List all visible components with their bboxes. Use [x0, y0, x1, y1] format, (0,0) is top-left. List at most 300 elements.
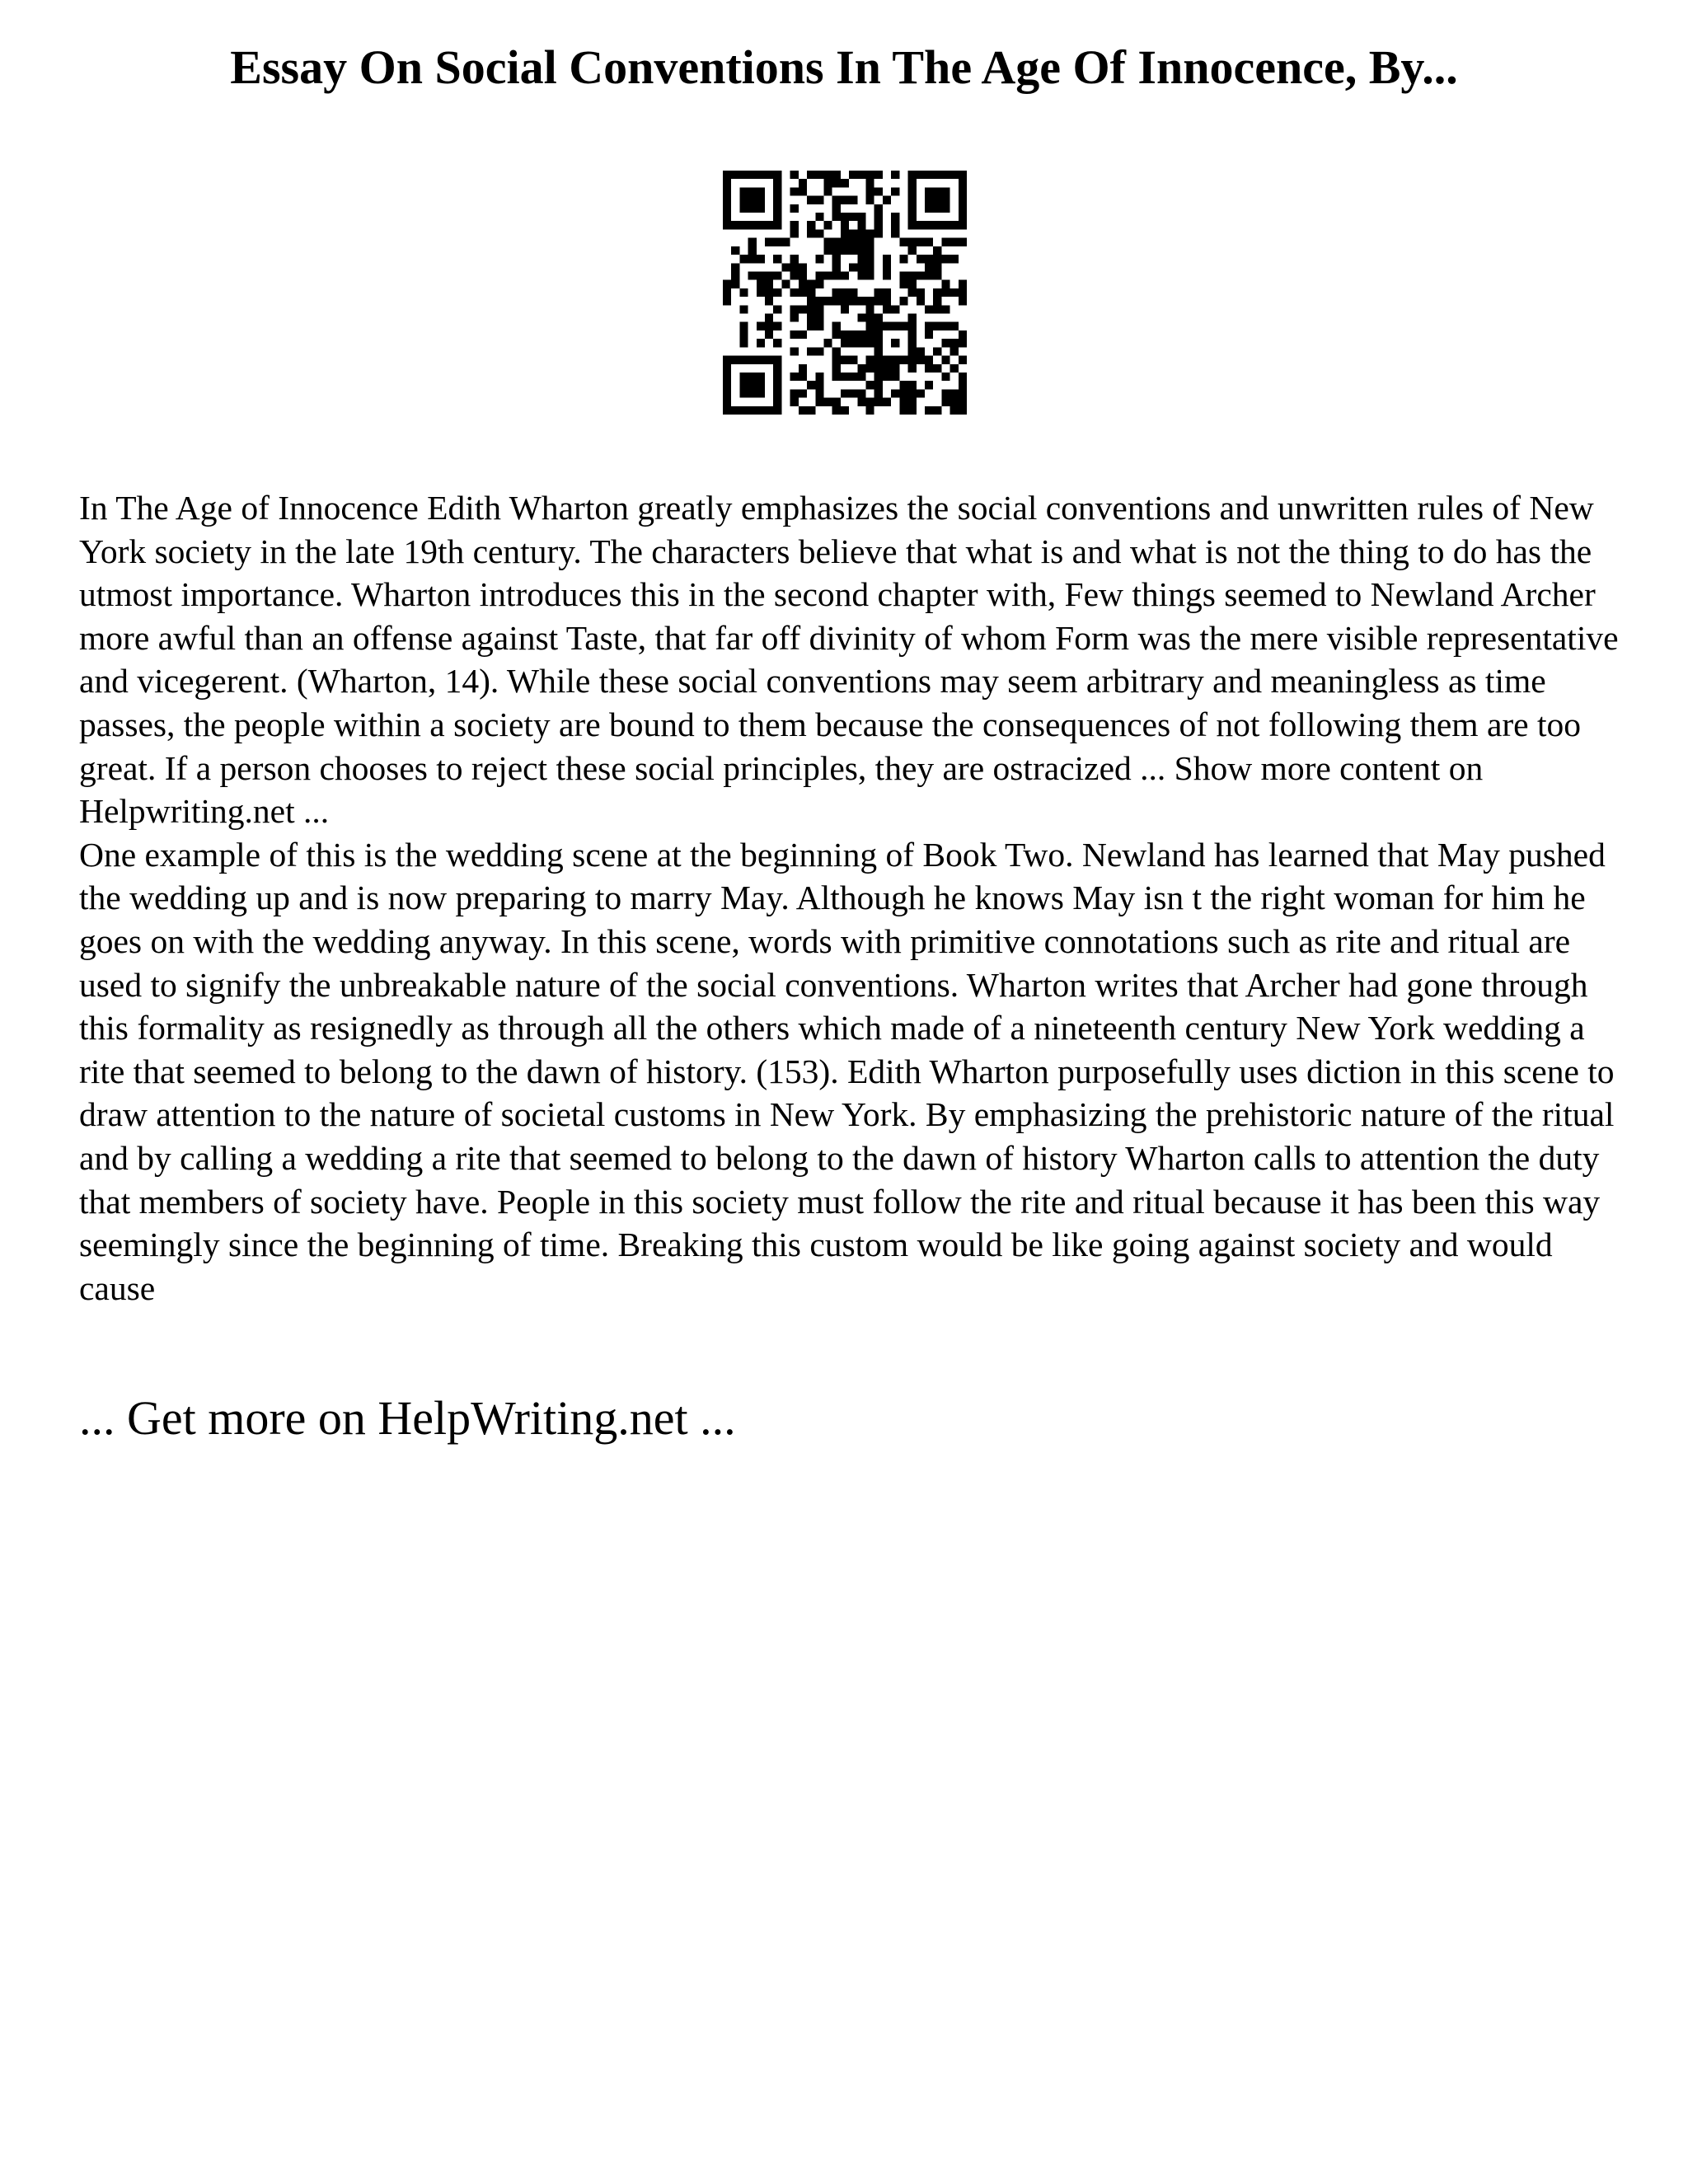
- qr-module: [773, 356, 781, 364]
- qr-module: [933, 297, 941, 305]
- qr-module: [941, 322, 950, 330]
- qr-module: [841, 179, 849, 187]
- qr-module: [773, 204, 781, 213]
- qr-module: [832, 322, 841, 330]
- qr-module: [959, 297, 967, 305]
- qr-module: [807, 288, 815, 297]
- qr-module: [731, 271, 739, 279]
- qr-module: [857, 398, 865, 406]
- qr-module: [908, 187, 917, 195]
- qr-module: [959, 280, 967, 288]
- qr-module: [891, 389, 899, 397]
- qr-module: [723, 356, 731, 364]
- qr-module: [899, 297, 907, 305]
- qr-module: [841, 196, 849, 204]
- qr-module: [757, 288, 765, 297]
- qr-module: [799, 373, 807, 381]
- qr-module: [832, 297, 841, 305]
- qr-module: [807, 406, 815, 415]
- qr-module: [773, 271, 781, 279]
- qr-module: [731, 356, 739, 364]
- qr-module: [950, 347, 959, 355]
- qr-module: [739, 187, 748, 195]
- qr-module: [849, 356, 857, 364]
- qr-module: [739, 406, 748, 415]
- qr-module: [959, 204, 967, 213]
- qr-module: [925, 187, 933, 195]
- qr-module: [908, 221, 917, 229]
- qr-module: [723, 398, 731, 406]
- qr-module: [757, 381, 765, 389]
- qr-module: [799, 263, 807, 271]
- qr-module: [807, 305, 815, 313]
- qr-module: [857, 271, 865, 279]
- qr-module: [941, 373, 950, 381]
- qr-module: [874, 221, 883, 229]
- qr-module: [739, 288, 748, 297]
- qr-module: [773, 373, 781, 381]
- qr-module: [950, 398, 959, 406]
- qr-module: [790, 373, 799, 381]
- qr-module: [841, 356, 849, 364]
- qr-module: [799, 280, 807, 288]
- qr-module: [757, 171, 765, 179]
- qr-module: [790, 187, 799, 195]
- qr-module: [874, 389, 883, 397]
- qr-module: [823, 238, 832, 246]
- qr-module: [757, 255, 765, 263]
- get-more-link[interactable]: ... Get more on HelpWriting.net ...: [79, 1391, 736, 1445]
- qr-module: [815, 271, 823, 279]
- qr-module: [857, 238, 865, 246]
- qr-module: [832, 398, 841, 406]
- qr-module: [866, 187, 874, 195]
- qr-module: [765, 330, 773, 339]
- qr-module: [823, 297, 832, 305]
- qr-module: [841, 373, 849, 381]
- qr-module: [773, 305, 781, 313]
- qr-module: [899, 356, 907, 364]
- qr-module: [731, 280, 739, 288]
- qr-module: [857, 221, 865, 229]
- qr-module: [723, 389, 731, 397]
- qr-module: [739, 305, 748, 313]
- qr-module: [874, 204, 883, 213]
- qr-module: [790, 389, 799, 397]
- qr-module: [849, 196, 857, 204]
- qr-module: [857, 246, 865, 255]
- qr-module: [773, 187, 781, 195]
- qr-module: [925, 196, 933, 204]
- qr-module: [765, 221, 773, 229]
- qr-module: [841, 305, 849, 313]
- qr-module: [925, 356, 933, 364]
- qr-module: [815, 305, 823, 313]
- qr-module: [874, 398, 883, 406]
- qr-module: [941, 398, 950, 406]
- qr-module: [781, 238, 790, 246]
- qr-module: [941, 339, 950, 347]
- qr-module: [807, 280, 815, 288]
- qr-module: [899, 280, 907, 288]
- qr-module: [765, 322, 773, 330]
- qr-module: [832, 356, 841, 364]
- qr-module: [950, 322, 959, 330]
- qr-module: [857, 339, 865, 347]
- qr-module: [950, 171, 959, 179]
- qr-module: [723, 196, 731, 204]
- qr-module: [925, 263, 933, 271]
- qr-module: [866, 381, 874, 389]
- qr-module: [891, 213, 899, 221]
- qr-module: [908, 213, 917, 221]
- qr-module: [883, 255, 891, 263]
- qr-module: [891, 364, 899, 373]
- qr-module: [748, 389, 757, 397]
- qr-module: [908, 179, 917, 187]
- qr-module: [823, 246, 832, 255]
- qr-module: [941, 171, 950, 179]
- qr-module: [908, 347, 917, 355]
- qr-module: [757, 196, 765, 204]
- qr-module: [823, 187, 832, 195]
- qr-module: [748, 196, 757, 204]
- qr-module: [874, 381, 883, 389]
- qr-module: [941, 288, 950, 297]
- qr-module: [874, 297, 883, 305]
- qr-module: [849, 330, 857, 339]
- qr-module: [790, 271, 799, 279]
- qr-module: [790, 263, 799, 271]
- qr-module: [731, 246, 739, 255]
- qr-module: [849, 288, 857, 297]
- qr-module: [891, 229, 899, 237]
- qr-module: [823, 221, 832, 229]
- qr-module: [857, 255, 865, 263]
- essay-body: [79, 486, 1629, 1310]
- qr-module: [815, 171, 823, 179]
- qr-module: [874, 229, 883, 237]
- qr-module: [748, 221, 757, 229]
- qr-module: [765, 406, 773, 415]
- qr-module: [950, 364, 959, 373]
- qr-module: [841, 238, 849, 246]
- qr-module: [773, 406, 781, 415]
- qr-module: [950, 339, 959, 347]
- qr-module: [917, 347, 925, 355]
- qr-module: [757, 280, 765, 288]
- qr-module: [933, 347, 941, 355]
- qr-module: [933, 246, 941, 255]
- qr-module: [723, 364, 731, 373]
- qr-module: [925, 322, 933, 330]
- qr-module: [941, 196, 950, 204]
- qr-module: [739, 330, 748, 339]
- qr-module: [866, 263, 874, 271]
- qr-module: [765, 288, 773, 297]
- qr-module: [815, 255, 823, 263]
- qr-module: [773, 255, 781, 263]
- qr-module: [832, 263, 841, 271]
- qr-module: [933, 255, 941, 263]
- qr-module: [908, 246, 917, 255]
- qr-module: [807, 196, 815, 204]
- qr-module: [941, 356, 950, 364]
- qr-module: [883, 196, 891, 204]
- qr-module: [925, 305, 933, 313]
- qr-module: [917, 271, 925, 279]
- qr-module: [891, 187, 899, 195]
- qr-module: [866, 339, 874, 347]
- qr-module: [757, 373, 765, 381]
- qr-module: [874, 330, 883, 339]
- qr-module: [739, 339, 748, 347]
- qr-module: [925, 204, 933, 213]
- qr-module: [849, 373, 857, 381]
- qr-module: [748, 255, 757, 263]
- qr-module: [841, 213, 849, 221]
- qr-module: [883, 364, 891, 373]
- qr-module: [832, 406, 841, 415]
- qr-module: [765, 271, 773, 279]
- qr-module: [917, 238, 925, 246]
- qr-module: [815, 322, 823, 330]
- qr-module: [941, 305, 950, 313]
- qr-module: [832, 213, 841, 221]
- qr-module: [748, 204, 757, 213]
- qr-module: [950, 255, 959, 263]
- qr-module: [757, 221, 765, 229]
- qr-module: [883, 305, 891, 313]
- qr-module: [849, 389, 857, 397]
- qr-module: [933, 196, 941, 204]
- qr-module: [757, 389, 765, 397]
- qr-module: [874, 339, 883, 347]
- qr-module: [748, 171, 757, 179]
- qr-module: [841, 330, 849, 339]
- qr-module: [866, 356, 874, 364]
- qr-module: [832, 373, 841, 381]
- qr-module: [866, 330, 874, 339]
- qr-module: [815, 373, 823, 381]
- qr-module: [748, 356, 757, 364]
- qr-module: [866, 229, 874, 237]
- qr-module: [807, 381, 815, 389]
- qr-module: [941, 221, 950, 229]
- qr-module: [799, 364, 807, 373]
- qr-module: [739, 389, 748, 397]
- qr-module: [773, 398, 781, 406]
- qr-module: [883, 373, 891, 381]
- qr-module: [790, 288, 799, 297]
- qr-module: [773, 322, 781, 330]
- qr-module: [866, 406, 874, 415]
- qr-module: [933, 322, 941, 330]
- qr-module: [908, 389, 917, 397]
- qr-module: [883, 322, 891, 330]
- qr-module: [841, 229, 849, 237]
- qr-module: [757, 339, 765, 347]
- document-title: Essay On Social Conventions In The Age Of Innocence, By...: [230, 40, 1458, 94]
- qr-module: [799, 406, 807, 415]
- qr-module: [799, 271, 807, 279]
- qr-module: [815, 196, 823, 204]
- qr-module: [908, 271, 917, 279]
- qr-module: [866, 271, 874, 279]
- qr-module: [857, 330, 865, 339]
- qr-module: [925, 271, 933, 279]
- qr-module: [841, 297, 849, 305]
- qr-module: [790, 398, 799, 406]
- qr-module: [908, 364, 917, 373]
- qr-module: [739, 171, 748, 179]
- qr-module: [849, 171, 857, 179]
- qr-module: [807, 171, 815, 179]
- qr-module: [941, 255, 950, 263]
- qr-module: [731, 406, 739, 415]
- qr-module: [832, 255, 841, 263]
- qr-module: [723, 280, 731, 288]
- qr-module: [866, 179, 874, 187]
- qr-module: [874, 314, 883, 322]
- qr-module: [925, 364, 933, 373]
- qr-module: [874, 322, 883, 330]
- qr-module: [739, 204, 748, 213]
- qr-module: [748, 373, 757, 381]
- qr-module: [739, 322, 748, 330]
- qr-module: [723, 288, 731, 297]
- qr-module: [891, 171, 899, 179]
- qr-module: [841, 221, 849, 229]
- qr-module: [748, 246, 757, 255]
- qr-module: [773, 171, 781, 179]
- qr-module: [917, 297, 925, 305]
- qr-module: [757, 356, 765, 364]
- qr-module: [933, 305, 941, 313]
- qr-module: [773, 213, 781, 221]
- qr-module: [815, 381, 823, 389]
- qr-module: [899, 322, 907, 330]
- qr-module: [917, 288, 925, 297]
- qr-module: [908, 204, 917, 213]
- qr-module: [941, 238, 950, 246]
- qr-module: [866, 171, 874, 179]
- qr-module: [925, 255, 933, 263]
- qr-module: [849, 246, 857, 255]
- qr-module: [823, 398, 832, 406]
- qr-module: [933, 263, 941, 271]
- qr-module: [739, 381, 748, 389]
- qr-module: [739, 221, 748, 229]
- qr-module: [899, 406, 907, 415]
- qr-module: [908, 398, 917, 406]
- qr-module: [866, 238, 874, 246]
- qr-module: [908, 356, 917, 364]
- qr-module: [723, 373, 731, 381]
- qr-module: [866, 196, 874, 204]
- qr-module: [832, 364, 841, 373]
- qr-module: [908, 288, 917, 297]
- qr-module: [959, 179, 967, 187]
- qr-module: [959, 213, 967, 221]
- qr-module: [841, 246, 849, 255]
- qr-module: [815, 389, 823, 397]
- qr-module: [799, 389, 807, 397]
- qr-module: [807, 347, 815, 355]
- qr-module: [832, 271, 841, 279]
- qr-module: [849, 213, 857, 221]
- qr-module: [773, 339, 781, 347]
- qr-module: [874, 171, 883, 179]
- qr-module: [883, 356, 891, 364]
- qr-module: [908, 280, 917, 288]
- qr-module: [832, 179, 841, 187]
- qr-module: [866, 297, 874, 305]
- qr-module: [899, 238, 907, 246]
- qr-module: [790, 305, 799, 313]
- qr-module: [908, 322, 917, 330]
- qr-module: [739, 356, 748, 364]
- qr-module: [815, 280, 823, 288]
- qr-module: [849, 339, 857, 347]
- qr-module: [723, 171, 731, 179]
- qr-module: [799, 330, 807, 339]
- qr-module: [891, 305, 899, 313]
- qr-module: [723, 297, 731, 305]
- qr-module: [950, 221, 959, 229]
- qr-module: [790, 347, 799, 355]
- qr-module: [959, 381, 967, 389]
- qr-module: [832, 171, 841, 179]
- qr-module: [899, 398, 907, 406]
- qr-module: [723, 406, 731, 415]
- qr-module: [933, 271, 941, 279]
- qr-module: [908, 196, 917, 204]
- qr-module: [866, 246, 874, 255]
- qr-module: [773, 389, 781, 397]
- qr-module: [823, 339, 832, 347]
- qr-module: [925, 330, 933, 339]
- qr-module: [883, 271, 891, 279]
- qr-module: [832, 196, 841, 204]
- qr-module: [866, 314, 874, 322]
- qr-module: [891, 356, 899, 364]
- qr-module: [866, 322, 874, 330]
- qr-module: [773, 288, 781, 297]
- qr-module: [959, 373, 967, 381]
- qr-module: [933, 171, 941, 179]
- qr-module: [883, 297, 891, 305]
- qr-module: [832, 246, 841, 255]
- qr-module: [908, 330, 917, 339]
- qr-module: [757, 204, 765, 213]
- qr-module: [857, 213, 865, 221]
- qr-module: [891, 322, 899, 330]
- qr-module: [899, 389, 907, 397]
- qr-module: [917, 389, 925, 397]
- qr-module: [857, 373, 865, 381]
- qr-module: [849, 263, 857, 271]
- qr-module: [823, 179, 832, 187]
- qr-module: [815, 229, 823, 237]
- qr-module: [925, 171, 933, 179]
- qr-module: [815, 213, 823, 221]
- qr-module: [815, 347, 823, 355]
- qr-module: [866, 398, 874, 406]
- qr-module: [799, 187, 807, 195]
- qr-module: [959, 196, 967, 204]
- qr-module: [832, 347, 841, 355]
